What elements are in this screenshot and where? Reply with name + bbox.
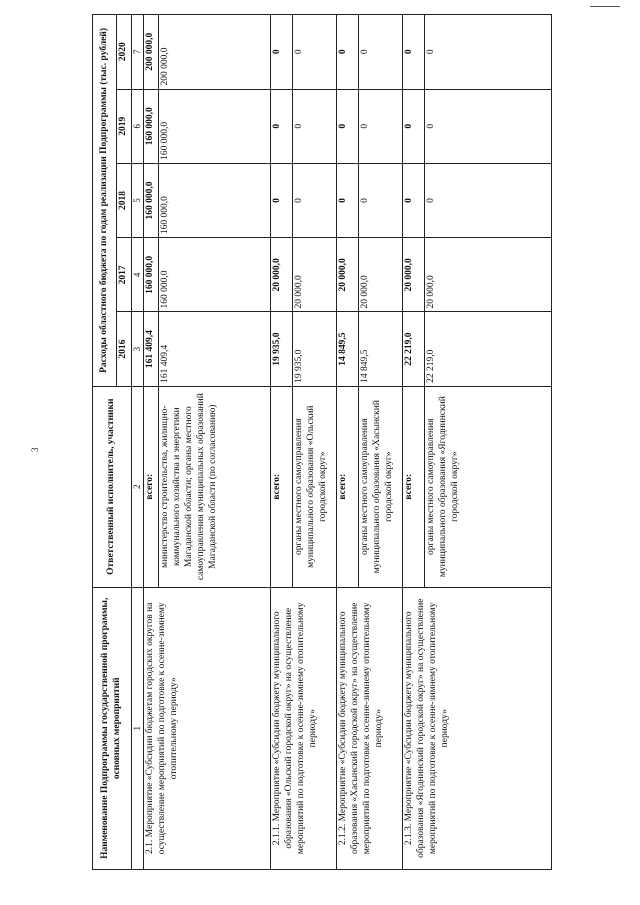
rotated-table-container	[92, 14, 552, 870]
total-2016: 14 849,5	[337, 312, 359, 386]
value-2020: 0	[425, 15, 552, 90]
value-2016: 19 935,0	[293, 312, 337, 386]
value-2018: 0	[425, 163, 552, 237]
total-2019: 0	[337, 89, 359, 163]
top-rule	[590, 6, 620, 7]
measure-name: 2.1. Мероприятие «Субсидии бюджетам городских округов на осуществление мероприятий по подготовке к осенне-зимнему отопительному периоду»	[144, 587, 271, 869]
header-expenses: Расходы областного бюджета по годам реализации Подпрограммы (тыс. рублей)	[93, 15, 117, 387]
measure-name: 2.1.1. Мероприятие «Субсидии бюджету муниципального образования «Ольский городской округ» на осуществление мероприятий по подготовке к осенне-зимнему отопительному периоду»	[271, 587, 337, 869]
executor: органы местного самоуправления муниципального образования «Ягоднинский городской округ»	[425, 386, 552, 587]
total-2017: 20 000,0	[337, 238, 359, 312]
index-cell: 7	[131, 15, 143, 90]
total-2019: 0	[271, 89, 293, 163]
value-2020: 0	[359, 15, 403, 90]
total-2016: 161 409,4	[144, 312, 159, 386]
table-row-total	[144, 15, 159, 870]
total-2016: 19 935,0	[271, 312, 293, 386]
value-2020: 200 000,0	[159, 15, 271, 90]
header-year-2019: 2019	[117, 89, 132, 163]
index-cell: 5	[131, 163, 143, 237]
header-name: Наименование Подпрограммы государственной программы, основных мероприятий	[93, 587, 132, 869]
total-label: всего:	[403, 386, 425, 587]
value-2019: 0	[293, 89, 337, 163]
executor: министерство строительства, жилищно-коммунального хозяйства и энергетики Магаданской области; органы местного самоуправления муниципальных образований Магаданской области (по согласованию)	[159, 386, 271, 587]
page-number: 3	[30, 447, 40, 452]
value-2019: 0	[359, 89, 403, 163]
value-2016: 14 849,5	[359, 312, 403, 386]
total-label: всего:	[144, 386, 159, 587]
value-2020: 0	[293, 15, 337, 90]
table-row-total	[337, 15, 359, 870]
table-row-total	[403, 15, 425, 870]
total-2018: 0	[337, 163, 359, 237]
value-2019: 160 000,0	[159, 89, 271, 163]
index-cell: 3	[131, 312, 143, 386]
measure-name: 2.1.2. Мероприятие «Субсидии бюджету муниципального образования «Хасынский городской округ» на осуществление мероприятий по подготовке к осенне-зимнему отопительному периоду»	[337, 587, 403, 869]
total-label: всего:	[337, 386, 359, 587]
total-2017: 160 000,0	[144, 238, 159, 312]
total-2020: 0	[271, 15, 293, 90]
index-cell: 1	[131, 587, 143, 869]
table-row-total	[271, 15, 293, 870]
index-cell: 4	[131, 238, 143, 312]
total-2019: 0	[403, 89, 425, 163]
total-2018: 160 000,0	[144, 163, 159, 237]
index-cell: 6	[131, 89, 143, 163]
measure-name: 2.1.3. Мероприятие «Субсидии бюджету муниципального образования «Ягоднинский городской округ» на осуществление мероприятий по подготовке к осенне-зимнему отопительному периоду»	[403, 587, 552, 869]
header-year-2017: 2017	[117, 238, 132, 312]
value-2016: 161 409,4	[159, 312, 271, 386]
total-2016: 22 219,0	[403, 312, 425, 386]
header-year-2020: 2020	[117, 15, 132, 90]
header-year-2018: 2018	[117, 163, 132, 237]
total-2019: 160 000,0	[144, 89, 159, 163]
value-2019: 0	[425, 89, 552, 163]
total-2017: 20 000,0	[403, 238, 425, 312]
subprogram-expenses-table	[92, 14, 552, 870]
value-2016: 22 219,0	[425, 312, 552, 386]
value-2017: 20 000,0	[359, 238, 403, 312]
total-2020: 200 000,0	[144, 15, 159, 90]
total-2020: 0	[403, 15, 425, 90]
total-2017: 20 000,0	[271, 238, 293, 312]
value-2018: 0	[359, 163, 403, 237]
value-2018: 160 000,0	[159, 163, 271, 237]
value-2017: 160 000,0	[159, 238, 271, 312]
index-cell: 2	[131, 386, 143, 587]
executor: органы местного самоуправления муниципального образования «Ольский городской округ»	[293, 386, 337, 587]
value-2017: 20 000,0	[425, 238, 552, 312]
executor: органы местного самоуправления муниципального образования «Хасынский городской округ»	[359, 386, 403, 587]
total-2018: 0	[403, 163, 425, 237]
value-2017: 20 000,0	[293, 238, 337, 312]
total-label: всего:	[271, 386, 293, 587]
value-2018: 0	[293, 163, 337, 237]
total-2018: 0	[271, 163, 293, 237]
total-2020: 0	[337, 15, 359, 90]
header-executor: Ответственный исполнитель, участники	[93, 386, 132, 587]
header-year-2016: 2016	[117, 312, 132, 386]
